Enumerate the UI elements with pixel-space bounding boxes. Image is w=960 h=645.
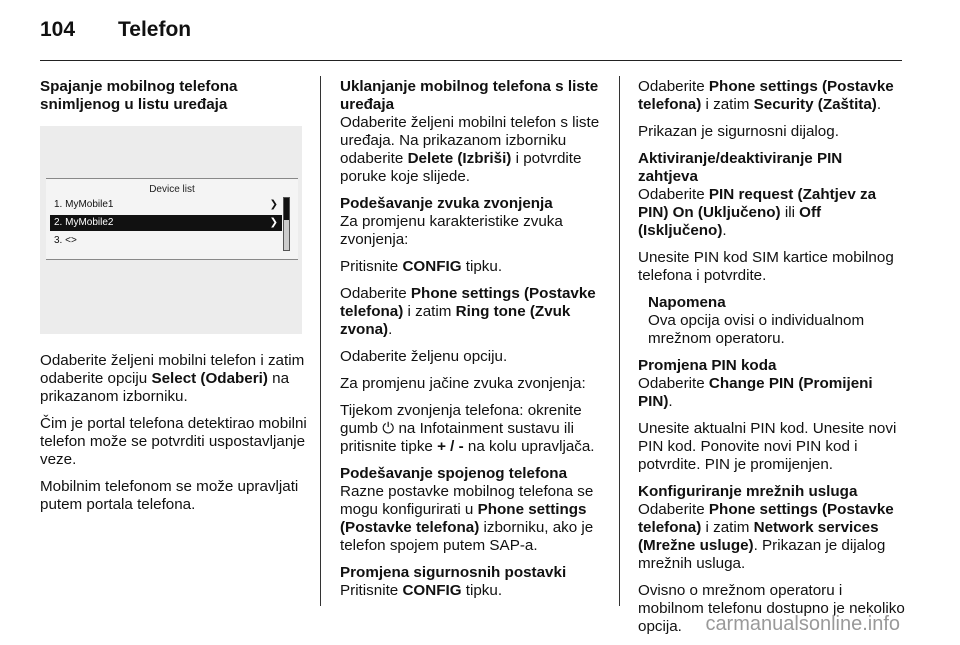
paragraph: Za promjenu jačine zvuka zvonjenja:: [340, 375, 586, 392]
section-remove-phone: Uklanjanje mobilnog telefona s liste uređaja Odaberite željeni mobilni telefon s liste uređaja. Na prikazanom izborniku odaberite Delete (Izbriši) i potvrdite poruke koje slijede.: [340, 78, 608, 186]
watermark: carmanualsonline.info: [705, 613, 900, 635]
section-heading: Podešavanje zvuka zvonjenja: [340, 195, 553, 212]
header-divider: [40, 60, 902, 61]
device-list-item-selected: 2. MyMobile2 ❯: [50, 215, 282, 231]
paragraph: Odaberite Change PIN (Promijeni PIN).: [638, 375, 873, 410]
paragraph: Odaberite Phone settings (Postavke telefona) i zatim Network services (Mrežne usluge). Prikazan je dijalog mrežnih usluga.: [638, 501, 894, 572]
section-connected-phone: Podešavanje spojenog telefona Razne postavke mobilnog telefona se mogu konfigurirati u Phone settings (Postavke telefona) izborniku, ako je telefon spojem putem SAP-a.: [340, 465, 608, 555]
scrollbar: [283, 197, 290, 251]
section-heading: Promjena sigurnosnih postavki: [340, 564, 567, 581]
section-security-settings: Promjena sigurnosnih postavki Pritisnite CONFIG tipku.: [340, 564, 608, 600]
paragraph: Prikazan je sigurnosni dijalog.: [638, 123, 839, 140]
paragraph: Odaberite željeni mobilni telefon i zatim odaberite opciju Select (Odaberi) na prikazanom izborniku.: [40, 352, 305, 405]
power-knob-icon: ⏻: [382, 420, 395, 437]
section-heading: Promjena PIN koda: [638, 357, 777, 374]
device-list-image: [40, 126, 302, 334]
page-title: Telefon: [118, 18, 192, 41]
column-divider: [320, 76, 321, 606]
note: Napomena Ova opcija ovisi o individualnom mrežnom operatoru.: [648, 294, 906, 348]
device-list-item: 3. <>: [54, 235, 77, 246]
paragraph: Za promjenu karakteristike zvuka zvonjenja:: [340, 213, 563, 248]
device-list-screen: [46, 178, 298, 260]
paragraph: Pritisnite CONFIG tipku.: [340, 258, 503, 275]
section-heading: Podešavanje spojenog telefona: [340, 465, 568, 482]
section-heading: Aktiviranje/deaktiviranje PIN zahtjeva: [638, 150, 843, 185]
device-list-title: Device list: [149, 184, 195, 195]
column-divider: [619, 76, 620, 606]
chevron-right-icon: ❯: [269, 217, 278, 228]
scrollbar-thumb: [284, 198, 289, 220]
section-pin-request: Aktiviranje/deaktiviranje PIN zahtjeva Odaberite PIN request (Zahtjev za PIN) On (Uključeno) ili Off (Isključeno).: [638, 150, 906, 240]
section-ringtone: [340, 195, 608, 456]
paragraph: Odaberite Phone settings (Postavke telefona) i zatim Ring tone (Zvuk zvona).: [340, 285, 596, 338]
device-list-item: 1. MyMobile1 ❯: [50, 197, 282, 213]
note-heading: Napomena: [648, 294, 726, 311]
section-heading: Uklanjanje mobilnog telefona s liste uređaja: [340, 78, 599, 113]
section-network-services: Konfiguriranje mrežnih usluga Odaberite Phone settings (Postavke telefona) i zatim Network services (Mrežne usluge). Prikazan je dijalog mrežnih usluga. Ovisno o mrežnom operatoru i mobilnom telefonu dostupno je nekoliko opcija.: [638, 483, 905, 635]
section-change-pin: Promjena PIN koda Odaberite Change PIN (Promijeni PIN). Unesite aktualni PIN kod. Unesite novi PIN kod. Ponovite novi PIN kod i potvrdite. PIN je promijenjen.: [638, 357, 906, 474]
paragraph: Odaberite željenu opciju.: [340, 348, 508, 365]
section-heading: Konfiguriranje mrežnih usluga: [638, 483, 858, 500]
column-2: [340, 78, 608, 609]
paragraph: Čim je portal telefona detektirao mobilni telefon može se potvrditi uspostavljanje veze.: [40, 415, 307, 468]
section-heading: Spajanje mobilnog telefona snimljenog u listu uređaja: [40, 78, 238, 113]
paragraph: Unesite PIN kod SIM kartice mobilnog telefona i potvrdite.: [638, 249, 894, 284]
column-1: [40, 78, 308, 523]
chevron-right-icon: ❯: [269, 199, 278, 210]
paragraph: Tijekom zvonjenja telefona: okrenite gumb ⏻ na Infotainment sustavu ili pritisnite tipke + / - na kolu upravljača.: [340, 402, 595, 455]
column-3: [638, 78, 906, 645]
paragraph: Odaberite Phone settings (Postavke telefona) i zatim Security (Zaštita).: [638, 78, 894, 113]
paragraph: Mobilnim telefonom se može upravljati putem portala telefona.: [40, 478, 299, 513]
page-number: 104: [40, 18, 76, 41]
